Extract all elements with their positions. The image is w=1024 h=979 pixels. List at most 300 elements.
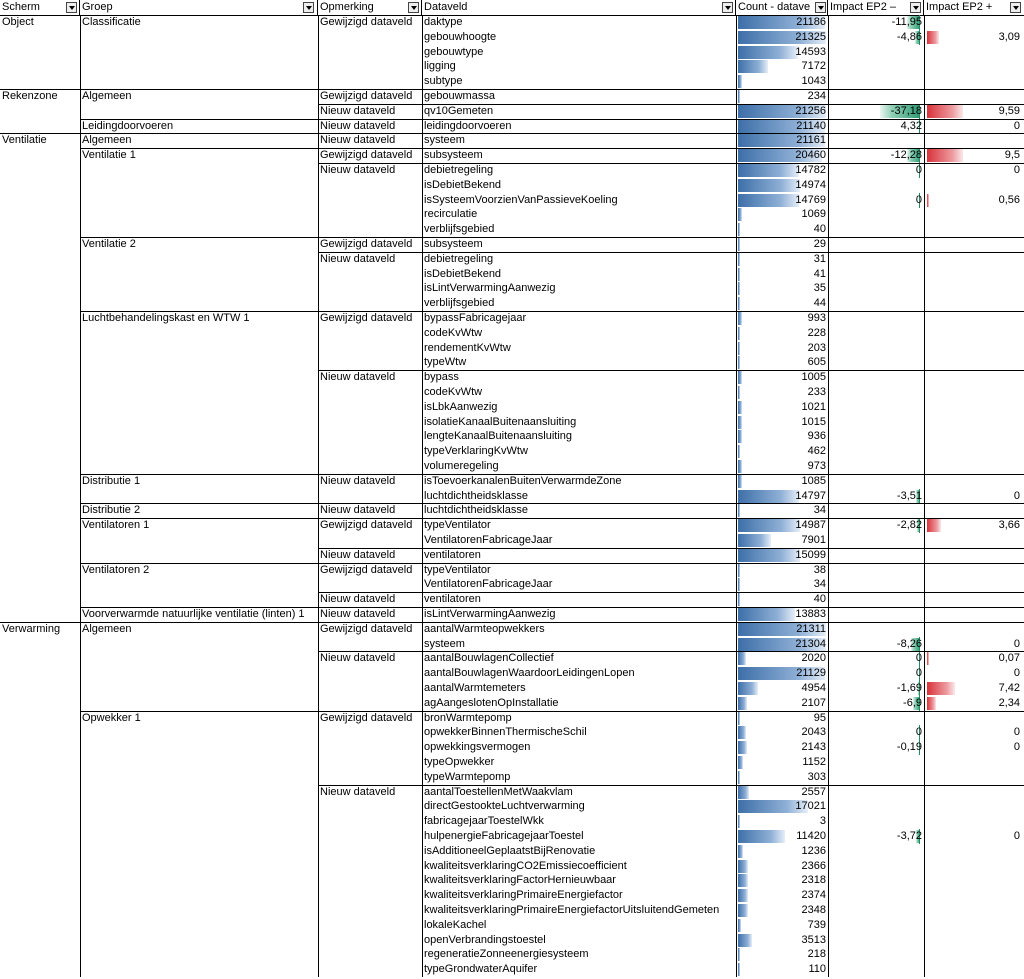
cell-impact-pos[interactable]: 0 [1013, 667, 1020, 680]
cell-dataveld[interactable]: gebouwtype [424, 45, 484, 58]
cell-impact-pos[interactable] [924, 89, 1022, 104]
cell-impact-pos[interactable] [924, 933, 1022, 948]
cell-count[interactable]: 21311 [796, 622, 826, 635]
cell-opmerking[interactable] [318, 755, 422, 770]
cell-groep[interactable]: Ventilatoren 1 [82, 519, 150, 532]
cell-count[interactable]: 21129 [796, 667, 826, 680]
cell-opmerking[interactable]: Gewijzigd dataveld [320, 312, 413, 324]
cell-impact-pos[interactable] [924, 370, 1022, 385]
cell-count[interactable]: 21304 [795, 637, 826, 650]
cell-impact-pos[interactable] [924, 844, 1022, 859]
cell-groep[interactable]: Opwekker 1 [82, 711, 141, 724]
filter-dropdown-icon[interactable] [66, 2, 77, 13]
cell-opmerking[interactable] [318, 933, 422, 948]
cell-dataveld[interactable]: luchtdichtheidsklasse [424, 504, 528, 517]
cell-groep[interactable] [80, 888, 318, 903]
cell-groep[interactable] [80, 222, 318, 237]
cell-scherm[interactable] [0, 74, 80, 89]
cell-scherm[interactable] [0, 178, 80, 193]
cell-impact-neg[interactable] [828, 607, 924, 622]
cell-count[interactable]: 40 [813, 593, 826, 606]
cell-impact-neg[interactable]: -2,82 [896, 519, 922, 532]
cell-opmerking[interactable] [318, 962, 422, 977]
cell-opmerking[interactable]: Nieuw dataveld [320, 474, 396, 487]
cell-opmerking[interactable] [318, 577, 422, 592]
cell-impact-pos[interactable]: 0 [1013, 741, 1020, 754]
cell-groep[interactable] [80, 163, 318, 178]
cell-groep[interactable] [80, 962, 318, 977]
cell-impact-pos[interactable] [924, 563, 1022, 578]
cell-count[interactable]: 44 [813, 297, 826, 310]
cell-opmerking[interactable] [318, 814, 422, 829]
cell-groep[interactable] [80, 651, 318, 666]
cell-opmerking[interactable] [318, 888, 422, 903]
cell-count[interactable]: 3 [819, 815, 826, 828]
cell-impact-neg[interactable] [828, 933, 924, 948]
cell-impact-pos[interactable] [924, 415, 1022, 430]
cell-impact-neg[interactable]: -37,18 [890, 104, 922, 117]
cell-scherm[interactable] [0, 844, 80, 859]
cell-count[interactable]: 2020 [801, 652, 826, 665]
cell-impact-neg[interactable] [828, 133, 924, 148]
cell-opmerking[interactable]: Nieuw dataveld [320, 252, 396, 265]
cell-opmerking[interactable] [318, 429, 422, 444]
cell-dataveld[interactable]: aantalBouwlagenCollectief [424, 652, 554, 665]
cell-opmerking[interactable] [318, 341, 422, 356]
cell-count[interactable]: 14987 [795, 519, 826, 532]
cell-impact-neg[interactable] [828, 622, 924, 637]
cell-impact-pos[interactable]: 0 [1013, 489, 1020, 502]
cell-impact-neg[interactable] [828, 799, 924, 814]
cell-count[interactable]: 14797 [795, 489, 826, 502]
cell-count[interactable]: 1015 [801, 415, 826, 428]
cell-opmerking[interactable] [318, 281, 422, 296]
cell-count[interactable]: 1069 [801, 208, 826, 221]
cell-scherm[interactable] [0, 563, 80, 578]
cell-opmerking[interactable] [318, 489, 422, 504]
cell-dataveld[interactable]: opwekkingsvermogen [424, 741, 531, 754]
cell-impact-neg[interactable] [828, 355, 924, 370]
cell-groep[interactable] [80, 755, 318, 770]
header-count[interactable] [736, 0, 828, 15]
cell-scherm[interactable] [0, 311, 80, 326]
cell-opmerking[interactable] [318, 918, 422, 933]
cell-opmerking[interactable]: Nieuw dataveld [320, 164, 396, 176]
cell-impact-pos[interactable] [924, 311, 1022, 326]
cell-impact-pos[interactable] [924, 607, 1022, 622]
cell-dataveld[interactable]: isDebietBekend [424, 178, 502, 191]
cell-dataveld[interactable]: systeem [424, 637, 465, 650]
cell-groep[interactable]: Distributie 1 [82, 474, 141, 487]
cell-dataveld[interactable]: isLintVerwarmingAanwezig [424, 608, 556, 620]
cell-dataveld[interactable]: aantalWarmteopwekkers [424, 622, 545, 635]
cell-impact-pos[interactable] [924, 385, 1022, 400]
cell-count[interactable]: 14769 [795, 193, 826, 206]
cell-dataveld[interactable]: opwekkerBinnenThermischeSchil [424, 726, 587, 739]
cell-count[interactable]: 1085 [801, 474, 826, 487]
cell-opmerking[interactable] [318, 400, 422, 415]
cell-dataveld[interactable]: aantalBouwlagenWaardoorLeidingenLopen [424, 667, 635, 680]
cell-groep[interactable] [80, 577, 318, 592]
cell-groep[interactable] [80, 873, 318, 888]
cell-groep[interactable] [80, 637, 318, 652]
cell-groep[interactable] [80, 326, 318, 341]
cell-opmerking[interactable] [318, 207, 422, 222]
cell-groep[interactable] [80, 429, 318, 444]
cell-impact-neg[interactable]: -11,95 [891, 16, 922, 28]
cell-opmerking[interactable] [318, 178, 422, 193]
cell-dataveld[interactable]: subtype [424, 75, 463, 88]
cell-impact-neg[interactable] [828, 178, 924, 193]
cell-opmerking[interactable] [318, 30, 422, 45]
cell-groep[interactable] [80, 844, 318, 859]
cell-impact-neg[interactable]: -6,9 [903, 696, 922, 709]
cell-impact-neg[interactable] [828, 533, 924, 548]
cell-impact-neg[interactable] [828, 89, 924, 104]
cell-opmerking[interactable] [318, 533, 422, 548]
cell-impact-pos[interactable] [924, 459, 1022, 474]
cell-dataveld[interactable]: systeem [424, 134, 465, 147]
cell-impact-neg[interactable] [828, 281, 924, 296]
cell-opmerking[interactable] [318, 74, 422, 89]
cell-impact-neg[interactable] [828, 770, 924, 785]
cell-scherm[interactable] [0, 252, 80, 267]
cell-impact-neg[interactable]: -3,51 [896, 489, 922, 502]
cell-scherm[interactable] [0, 104, 80, 119]
cell-opmerking[interactable] [318, 385, 422, 400]
cell-groep[interactable] [80, 296, 318, 311]
cell-count[interactable]: 110 [808, 963, 826, 976]
cell-impact-neg[interactable] [828, 444, 924, 459]
cell-impact-pos[interactable] [924, 429, 1022, 444]
cell-impact-neg[interactable] [828, 59, 924, 74]
cell-groep[interactable] [80, 385, 318, 400]
cell-scherm[interactable] [0, 444, 80, 459]
cell-dataveld[interactable]: kwaliteitsverklaringFactorHernieuwbaar [424, 874, 616, 887]
cell-dataveld[interactable]: typeVentilator [424, 563, 491, 576]
cell-opmerking[interactable] [318, 903, 422, 918]
cell-impact-neg[interactable] [828, 222, 924, 237]
cell-opmerking[interactable] [318, 296, 422, 311]
cell-dataveld[interactable]: kwaliteitsverklaringCO2Emissiecoefficient [424, 859, 627, 872]
cell-opmerking[interactable] [318, 459, 422, 474]
cell-scherm[interactable] [0, 548, 80, 563]
cell-dataveld[interactable]: gebouwmassa [424, 90, 495, 102]
cell-opmerking[interactable] [318, 844, 422, 859]
cell-count[interactable]: 14974 [795, 178, 826, 191]
cell-impact-pos[interactable] [924, 400, 1022, 415]
filter-dropdown-icon[interactable] [303, 2, 314, 13]
cell-opmerking[interactable]: Nieuw dataveld [320, 548, 396, 561]
cell-dataveld[interactable]: kwaliteitsverklaringPrimaireEnergiefactorUitsluitendGemeten [424, 904, 720, 916]
cell-impact-pos[interactable] [924, 207, 1022, 222]
header-impact-pos[interactable] [924, 0, 1024, 15]
cell-count[interactable]: 21140 [796, 119, 826, 132]
cell-scherm[interactable] [0, 814, 80, 829]
cell-groep[interactable] [80, 207, 318, 222]
cell-groep[interactable]: Ventilatie 2 [82, 238, 136, 250]
cell-groep[interactable] [80, 859, 318, 874]
cell-count[interactable]: 95 [813, 711, 826, 724]
cell-count[interactable]: 233 [807, 386, 826, 398]
cell-impact-neg[interactable]: -12,28 [890, 149, 922, 162]
cell-scherm[interactable] [0, 355, 80, 370]
cell-groep[interactable] [80, 814, 318, 829]
cell-impact-neg[interactable] [828, 311, 924, 326]
cell-impact-pos[interactable]: 3,09 [998, 30, 1020, 43]
cell-impact-neg[interactable] [828, 400, 924, 415]
cell-impact-neg[interactable] [828, 563, 924, 578]
cell-dataveld[interactable]: luchtdichtheidsklasse [424, 489, 528, 502]
cell-opmerking[interactable]: Gewijzigd dataveld [320, 563, 413, 576]
cell-impact-neg[interactable] [828, 341, 924, 356]
cell-scherm[interactable] [0, 696, 80, 711]
cell-dataveld[interactable]: typeWtw [424, 356, 467, 369]
cell-groep[interactable] [80, 281, 318, 296]
cell-impact-pos[interactable] [924, 548, 1022, 563]
cell-impact-neg[interactable] [828, 296, 924, 311]
cell-scherm[interactable] [0, 651, 80, 666]
cell-groep[interactable] [80, 415, 318, 430]
cell-opmerking[interactable] [318, 829, 422, 844]
cell-dataveld[interactable]: ventilatoren [424, 548, 481, 561]
cell-groep[interactable]: Ventilatie 1 [82, 149, 136, 162]
cell-impact-pos[interactable] [924, 533, 1022, 548]
cell-impact-neg[interactable] [828, 592, 924, 607]
cell-opmerking[interactable]: Nieuw dataveld [320, 504, 396, 517]
cell-dataveld[interactable]: regeneratieZonneenergiesysteem [424, 948, 589, 961]
cell-groep[interactable] [80, 725, 318, 740]
cell-scherm[interactable]: Ventilatie [2, 134, 47, 147]
cell-impact-pos[interactable] [924, 15, 1022, 30]
cell-count[interactable]: 2348 [801, 904, 826, 916]
cell-dataveld[interactable]: isToevoerkanalenBuitenVerwarmdeZone [424, 474, 622, 487]
cell-scherm[interactable] [0, 918, 80, 933]
cell-impact-pos[interactable] [924, 474, 1022, 489]
cell-scherm[interactable] [0, 681, 80, 696]
cell-count[interactable]: 15099 [795, 548, 826, 561]
cell-groep[interactable] [80, 696, 318, 711]
cell-scherm[interactable] [0, 785, 80, 800]
cell-opmerking[interactable] [318, 444, 422, 459]
cell-impact-pos[interactable]: 9,59 [998, 104, 1020, 117]
cell-scherm[interactable] [0, 740, 80, 755]
cell-count[interactable]: 21186 [796, 16, 826, 28]
cell-count[interactable]: 17021 [795, 800, 826, 813]
cell-count[interactable]: 1152 [802, 756, 826, 768]
cell-dataveld[interactable]: fabricagejaarToestelWkk [424, 815, 544, 828]
cell-scherm[interactable] [0, 296, 80, 311]
cell-scherm[interactable] [0, 222, 80, 237]
cell-groep[interactable] [80, 933, 318, 948]
cell-scherm[interactable] [0, 341, 80, 356]
cell-impact-neg[interactable] [828, 903, 924, 918]
cell-groep[interactable] [80, 444, 318, 459]
cell-scherm[interactable] [0, 429, 80, 444]
cell-opmerking[interactable] [318, 740, 422, 755]
cell-impact-pos[interactable] [924, 326, 1022, 341]
cell-groep[interactable] [80, 829, 318, 844]
cell-groep[interactable]: Classificatie [82, 16, 141, 28]
cell-groep[interactable] [80, 681, 318, 696]
cell-groep[interactable] [80, 489, 318, 504]
cell-impact-pos[interactable] [924, 237, 1022, 252]
cell-impact-neg[interactable] [828, 252, 924, 267]
cell-count[interactable]: 2107 [801, 696, 826, 709]
filter-dropdown-icon[interactable] [815, 2, 826, 13]
cell-scherm[interactable] [0, 489, 80, 504]
cell-impact-pos[interactable] [924, 503, 1022, 518]
cell-impact-neg[interactable]: 0 [915, 652, 922, 665]
cell-dataveld[interactable]: subsysteem [424, 149, 483, 162]
cell-impact-pos[interactable] [924, 799, 1022, 814]
cell-dataveld[interactable]: VentilatorenFabricageJaar [424, 578, 553, 591]
header-dataveld[interactable] [422, 0, 736, 15]
cell-opmerking[interactable]: Gewijzigd dataveld [320, 149, 413, 162]
cell-scherm[interactable] [0, 326, 80, 341]
cell-dataveld[interactable]: codeKvWtw [424, 386, 483, 398]
cell-groep[interactable] [80, 252, 318, 267]
cell-impact-neg[interactable] [828, 859, 924, 874]
cell-scherm[interactable] [0, 888, 80, 903]
cell-count[interactable]: 973 [807, 460, 826, 472]
cell-dataveld[interactable]: bypassFabricagejaar [424, 312, 527, 324]
cell-count[interactable]: 2318 [801, 874, 826, 887]
cell-scherm[interactable] [0, 755, 80, 770]
cell-count[interactable]: 1043 [801, 75, 826, 88]
cell-count[interactable]: 2557 [801, 785, 826, 798]
cell-opmerking[interactable] [318, 947, 422, 962]
cell-impact-pos[interactable]: 0 [1013, 164, 1020, 176]
cell-groep[interactable] [80, 592, 318, 607]
cell-opmerking[interactable]: Nieuw dataveld [320, 104, 396, 117]
cell-dataveld[interactable]: recirculatie [424, 208, 478, 221]
cell-opmerking[interactable] [318, 193, 422, 208]
cell-dataveld[interactable]: gebouwhoogte [424, 30, 497, 43]
cell-impact-neg[interactable] [828, 415, 924, 430]
cell-count[interactable]: 21256 [795, 104, 826, 117]
cell-count[interactable]: 1021 [801, 400, 826, 413]
cell-opmerking[interactable]: Gewijzigd dataveld [320, 90, 413, 102]
cell-impact-pos[interactable] [924, 859, 1022, 874]
cell-count[interactable]: 303 [807, 770, 826, 783]
cell-count[interactable]: 7172 [801, 60, 826, 73]
cell-dataveld[interactable]: rendementKvWtw [424, 341, 511, 354]
cell-impact-pos[interactable]: 0 [1013, 726, 1020, 739]
cell-dataveld[interactable]: typeGrondwaterAquifer [424, 963, 538, 976]
cell-dataveld[interactable]: typeOpwekker [424, 756, 495, 768]
cell-opmerking[interactable]: Nieuw dataveld [320, 371, 396, 384]
cell-scherm[interactable] [0, 770, 80, 785]
cell-groep[interactable] [80, 370, 318, 385]
cell-groep[interactable] [80, 785, 318, 800]
cell-dataveld[interactable]: kwaliteitsverklaringPrimaireEnergiefactor [424, 889, 623, 902]
cell-opmerking[interactable]: Gewijzigd dataveld [320, 711, 413, 724]
cell-count[interactable]: 1236 [801, 844, 826, 857]
cell-impact-pos[interactable]: 3,66 [998, 519, 1020, 532]
cell-groep[interactable] [80, 799, 318, 814]
cell-groep[interactable] [80, 267, 318, 282]
cell-dataveld[interactable]: codeKvWtw [424, 326, 483, 339]
cell-impact-neg[interactable]: -4,86 [896, 30, 922, 43]
cell-count[interactable]: 34 [813, 504, 826, 517]
cell-groep[interactable] [80, 30, 318, 45]
cell-scherm[interactable] [0, 459, 80, 474]
cell-scherm[interactable] [0, 711, 80, 726]
cell-scherm[interactable] [0, 933, 80, 948]
filter-dropdown-icon[interactable] [1010, 2, 1021, 13]
cell-groep[interactable] [80, 178, 318, 193]
cell-scherm[interactable] [0, 415, 80, 430]
cell-count[interactable]: 21161 [796, 134, 826, 147]
cell-count[interactable]: 20460 [795, 149, 826, 162]
cell-impact-pos[interactable]: 0,07 [998, 652, 1020, 665]
cell-impact-neg[interactable] [828, 503, 924, 518]
cell-groep[interactable] [80, 740, 318, 755]
cell-impact-pos[interactable] [924, 341, 1022, 356]
cell-impact-pos[interactable] [924, 45, 1022, 60]
cell-scherm[interactable] [0, 947, 80, 962]
cell-impact-neg[interactable] [828, 459, 924, 474]
cell-groep[interactable] [80, 355, 318, 370]
cell-count[interactable]: 7901 [801, 534, 826, 546]
cell-impact-neg[interactable] [828, 74, 924, 89]
cell-dataveld[interactable]: isAdditioneelGeplaatstBijRenovatie [424, 844, 596, 857]
cell-dataveld[interactable]: lokaleKachel [424, 918, 487, 931]
cell-scherm[interactable] [0, 400, 80, 415]
cell-impact-pos[interactable] [924, 770, 1022, 785]
cell-groep[interactable] [80, 770, 318, 785]
cell-impact-neg[interactable] [828, 370, 924, 385]
cell-groep[interactable] [80, 533, 318, 548]
cell-impact-pos[interactable]: 0 [1013, 119, 1020, 132]
cell-groep[interactable]: Luchtbehandelingskast en WTW 1 [82, 312, 250, 324]
cell-impact-neg[interactable] [828, 711, 924, 726]
cell-impact-pos[interactable]: 0 [1013, 830, 1020, 842]
cell-dataveld[interactable]: daktype [424, 16, 463, 28]
cell-impact-neg[interactable] [828, 873, 924, 888]
cell-impact-neg[interactable] [828, 888, 924, 903]
cell-scherm[interactable] [0, 474, 80, 489]
cell-opmerking[interactable] [318, 415, 422, 430]
filter-dropdown-icon[interactable] [408, 2, 419, 13]
cell-dataveld[interactable]: hulpenergieFabricagejaarToestel [424, 830, 584, 842]
cell-opmerking[interactable]: Nieuw dataveld [320, 785, 396, 798]
cell-count[interactable]: 462 [807, 445, 826, 458]
cell-impact-pos[interactable] [924, 755, 1022, 770]
cell-scherm[interactable] [0, 281, 80, 296]
cell-count[interactable]: 11420 [796, 830, 826, 842]
cell-opmerking[interactable] [318, 45, 422, 60]
cell-dataveld[interactable]: aantalToestellenMetWaakvlam [424, 785, 573, 798]
cell-opmerking[interactable] [318, 859, 422, 874]
cell-impact-neg[interactable] [828, 429, 924, 444]
cell-opmerking[interactable]: Nieuw dataveld [320, 119, 396, 132]
cell-scherm[interactable] [0, 370, 80, 385]
cell-impact-pos[interactable] [924, 444, 1022, 459]
cell-count[interactable]: 41 [813, 267, 826, 280]
cell-scherm[interactable] [0, 237, 80, 252]
cell-opmerking[interactable] [318, 222, 422, 237]
cell-count[interactable]: 993 [807, 312, 826, 324]
cell-dataveld[interactable]: openVerbrandingstoestel [424, 933, 546, 946]
cell-impact-neg[interactable] [828, 918, 924, 933]
cell-count[interactable]: 2043 [801, 726, 826, 739]
cell-dataveld[interactable]: agAangeslotenOpInstallatie [424, 696, 559, 709]
cell-scherm[interactable] [0, 45, 80, 60]
cell-scherm[interactable] [0, 193, 80, 208]
cell-groep[interactable] [80, 903, 318, 918]
